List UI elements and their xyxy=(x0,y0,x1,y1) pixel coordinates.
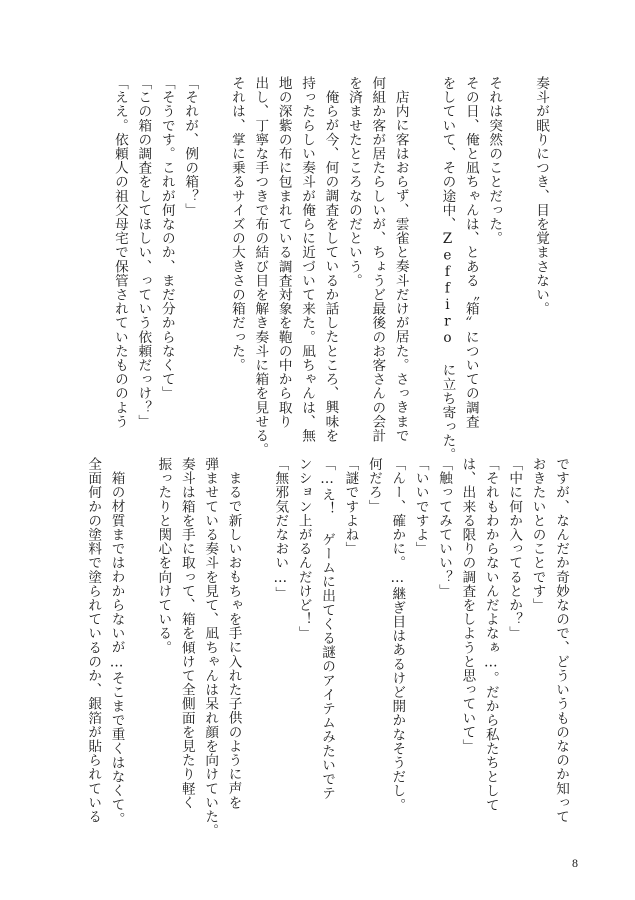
blank-column xyxy=(412,76,435,432)
text-column: 「無邪気だなおい…」 xyxy=(272,457,289,601)
text-column: それは、掌に乗るサイズの大きさの箱だった。 xyxy=(228,76,245,373)
top-text-block xyxy=(92,76,552,462)
text-column: 奏斗は箱を手に取って、箱を傾けて全側面を見たり軽く xyxy=(178,457,195,810)
text-column: 「…え！ ゲームに出てくる謎のアイテムみたいでテ xyxy=(319,457,336,801)
text-column: 全面何かの塗料で塗られているのか、銀箔が貼られている xyxy=(85,457,102,824)
text-column: 「中に何か入ってるとか？」 xyxy=(506,457,523,641)
text-column: は、出来る限りの調査をしようと思っていて」 xyxy=(459,457,476,754)
text-column: をしていて、その途中、Zeffiro に立ち寄った。 xyxy=(439,76,456,462)
text-column: それは突然のことだった。 xyxy=(486,76,503,246)
text-column: 箱の材質まではわからないが…そこまで重くはなくて。 xyxy=(108,471,125,826)
blank-column xyxy=(201,76,224,432)
text-column: まるで新しいおもちゃを手に入れた子供のように声を xyxy=(225,471,242,810)
text-column: 何だろ」 xyxy=(365,457,382,514)
blank-column xyxy=(505,76,528,432)
text-column: 「ええ。依頼人の祖父母宅で保管されていたもののよう xyxy=(111,76,128,429)
blank-column xyxy=(128,457,151,812)
bottom-text-block xyxy=(80,457,572,838)
text-column: 店内に客はおらず、雲雀と奏斗だけが居た。さっきまで xyxy=(392,90,409,443)
text-column: おきたいとのことです」 xyxy=(529,457,546,613)
text-column: 「それもわからないんだよなぁ…。だから私たちとして xyxy=(482,457,499,812)
text-column: 奏斗が眠りにつき、目を覚まさない。 xyxy=(533,76,549,316)
page-number: 8 xyxy=(572,856,578,870)
text-column: 「いいですよ」 xyxy=(412,457,429,556)
blank-column xyxy=(245,457,268,812)
text-column: その日、俺と凪ちゃんは、とある〝箱〟についての調査 xyxy=(462,76,479,429)
text-column: 出し、丁寧な手つきで布の結び目を解き奏斗に箱を見せる。 xyxy=(252,76,269,457)
text-column: ンション上がるんだけど！」 xyxy=(295,457,312,641)
text-column: 「そうです。これが何なのか、まだ分からなくて」 xyxy=(158,76,175,401)
text-column: 「触ってみていい？」 xyxy=(436,457,453,598)
text-column: 俺らが今、何の調査をしているか話したところ、興味を xyxy=(322,90,339,443)
text-column: を済ませたところなのだという。 xyxy=(345,76,362,288)
text-column: 「謎ですよね」 xyxy=(342,457,359,556)
text-column: 「んー、確かに。…継ぎ目はあるけど開かなそうだし。 xyxy=(389,457,406,812)
text-column: 弾ませている奏斗を見て、凪ちゃんは呆れ顔を向けていた。 xyxy=(202,457,219,838)
text-column: 「この箱の調査をしてほしい、っていう依頼だっけ？」 xyxy=(135,76,152,429)
text-column: 「それが、例の箱？」 xyxy=(182,76,199,217)
text-column: ですが、なんだか奇妙なので、どういうものなのか知って xyxy=(553,457,569,824)
text-column: 持ったらしい奏斗が俺らに近づいて来た。凪ちゃんは、無 xyxy=(299,76,316,443)
text-column: 振ったりと関心を向けている。 xyxy=(155,457,172,655)
text-column: 地の深紫の布に包まれている調査対象を鞄の中から取り xyxy=(275,76,292,429)
text-column: 何組か客が居たらしいが、ちょうど最後のお客さんの会計 xyxy=(369,76,386,443)
